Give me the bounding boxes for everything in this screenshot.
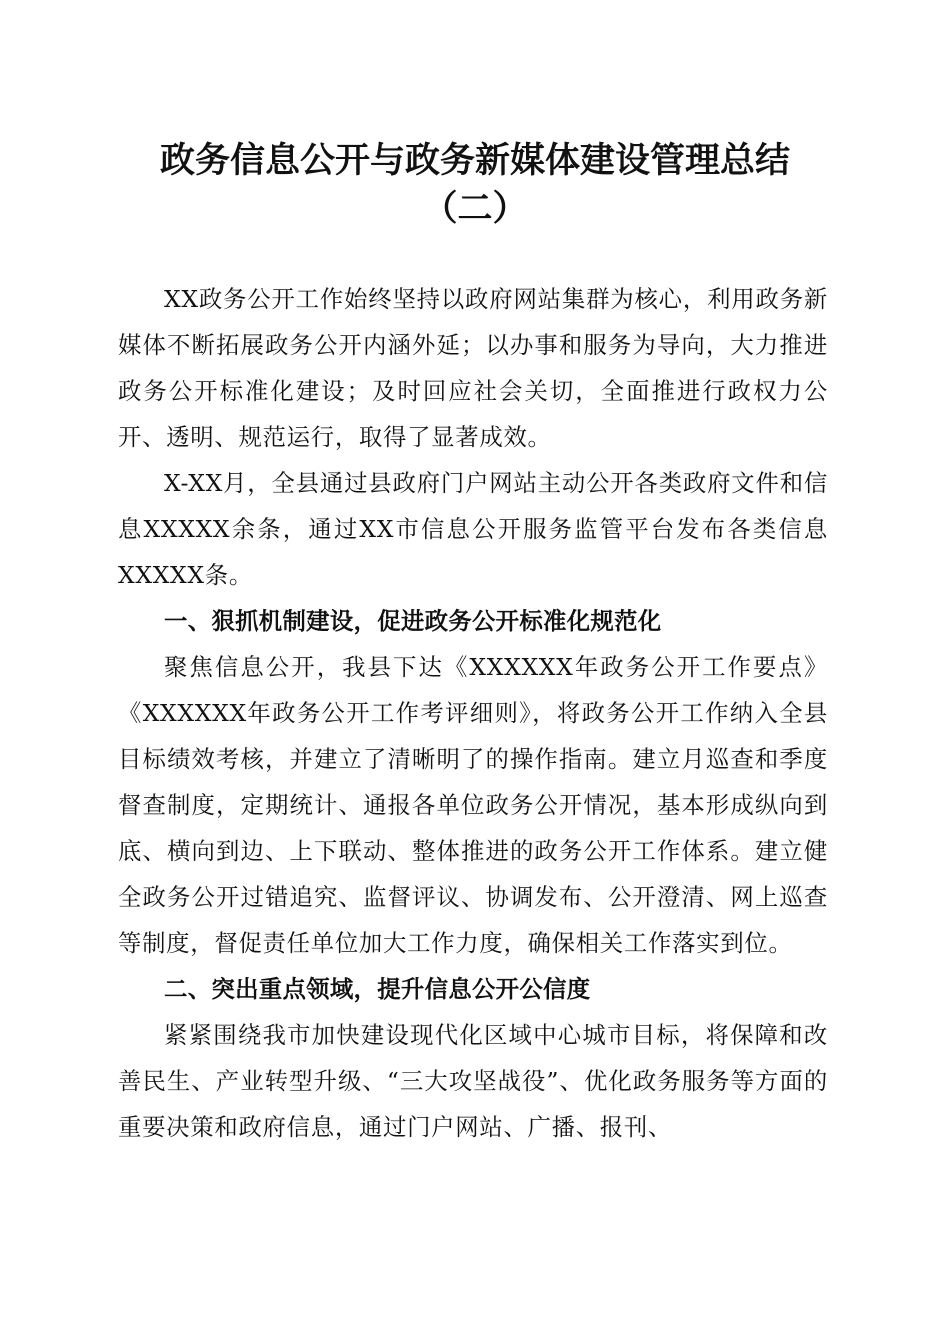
section-2-paragraph: 紧紧围绕我市加快建设现代化区域中心城市目标，将保障和改善民生、产业转型升级、“三大攻坚战役”、优化政务服务等方面的重要决策和政府信息，通过门户网站、广播、报刊、	[118, 1021, 828, 1141]
document-title-number: （二）	[422, 188, 528, 229]
intro-paragraph: XX政务公开工作始终坚持以政府网站集群为核心，利用政务新媒体不断拓展政务公开内涵外延；以办事和服务为导向，大力推进政务公开标准化建设；及时回应社会关切，全面推进行政权力公开、透明、规范运行，取得了显著成效。	[118, 285, 828, 451]
document-title: 政务信息公开与政务新媒体建设管理总结	[159, 140, 790, 181]
section-heading-2: 二、突出重点领域，提升信息公开公信度	[164, 975, 591, 1003]
section-heading-1: 一、狠抓机制建设，促进政务公开标准化规范化	[164, 607, 662, 635]
statistics-paragraph: X-XX月，全县通过县政府门户网站主动公开各类政府文件和信息XXXXX余条，通过XX市信息公开服务监管平台发布各类信息XXXXX条。	[118, 469, 828, 589]
document-body	[118, 276, 828, 1150]
section-1-paragraph: 聚焦信息公开，我县下达《XXXXXX年政务公开工作要点》《XXXXXX年政务公开工作考评细则》，将政务公开工作纳入全县目标绩效考核，并建立了清晰明了的操作指南。建立月巡查和季度督查制度，定期统计、通报各单位政务公开情况，基本形成纵向到底、横向到边、上下联动、整体推进的政务公开工作体系。建立健全政务公开过错追究、监督评议、协调发布、公开澄清、网上巡查等制度，督促责任单位加大工作力度，确保相关工作落实到位。	[118, 653, 828, 957]
